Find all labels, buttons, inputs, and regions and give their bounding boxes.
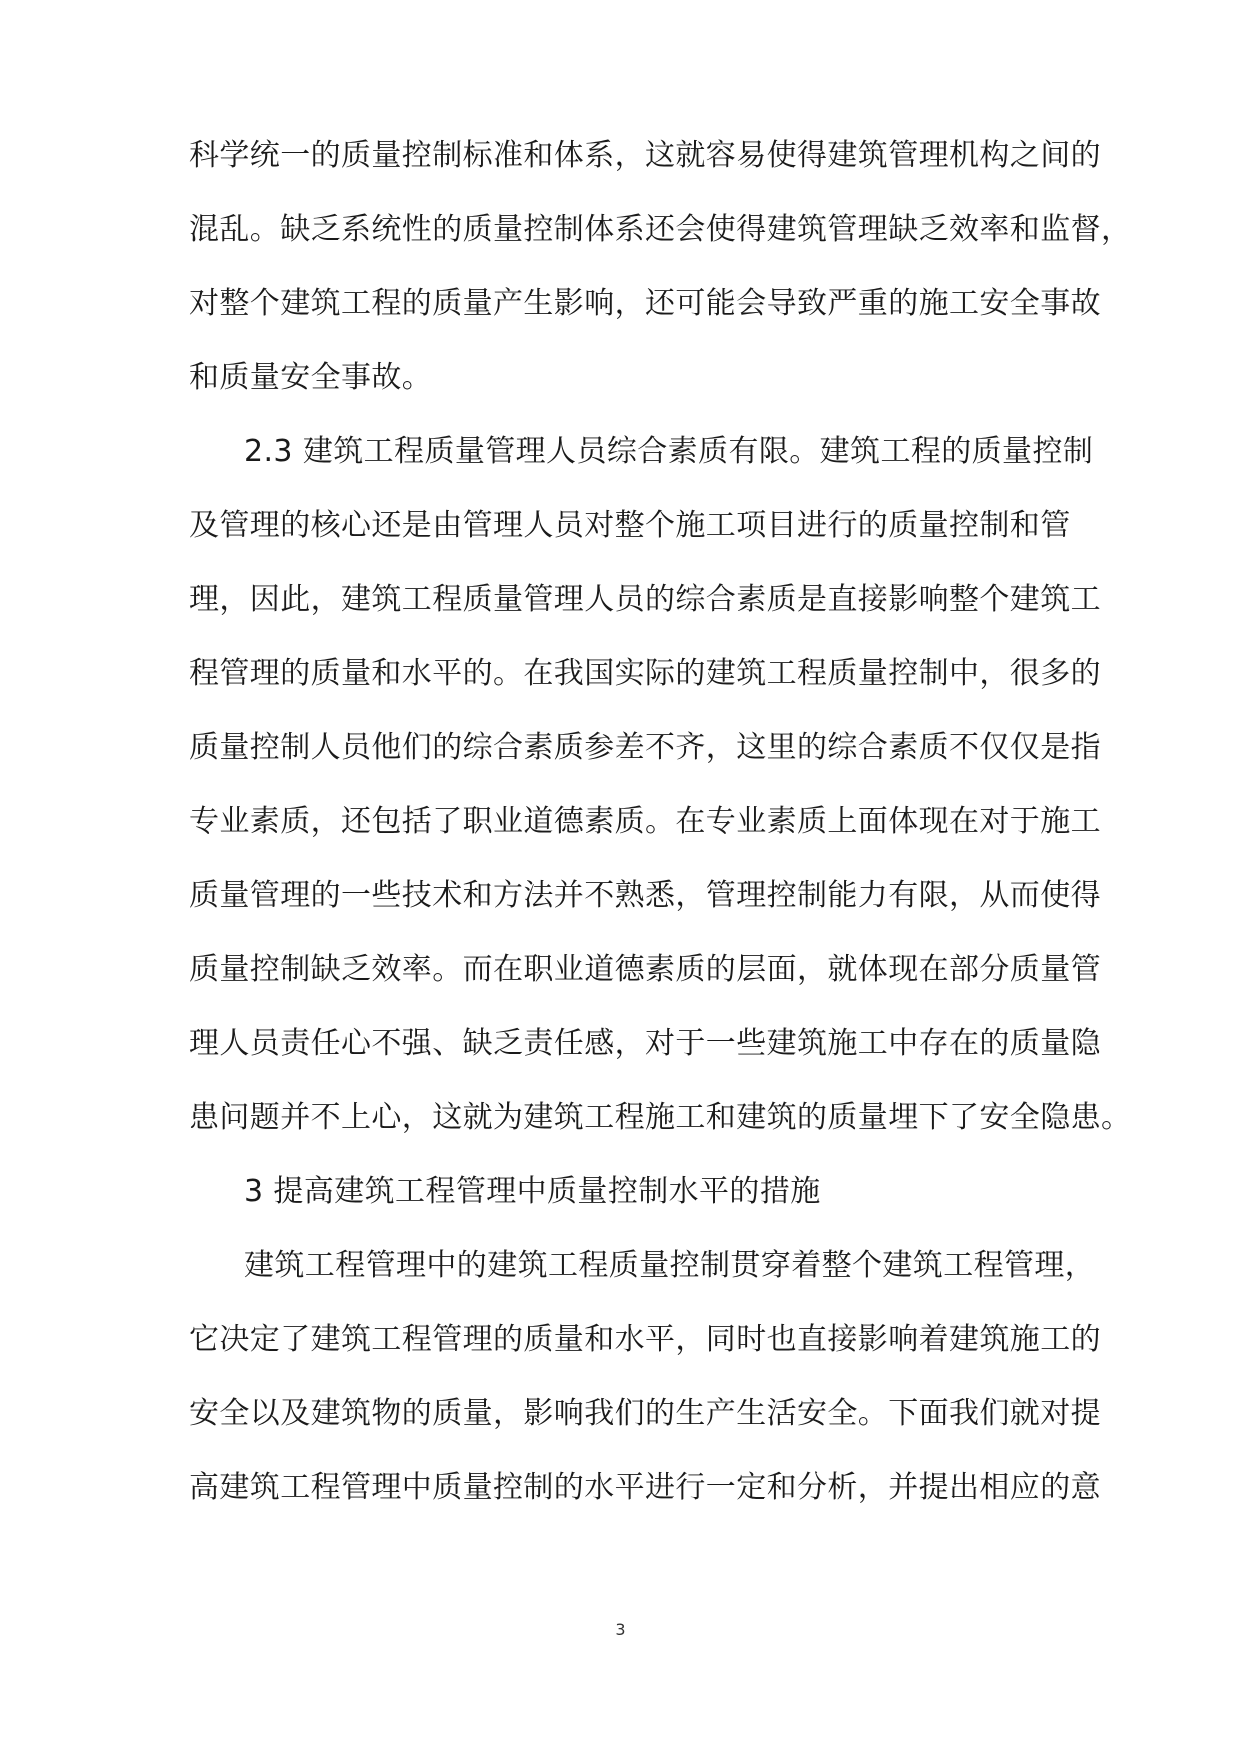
text-line: 安全以及建筑物的质量，影响我们的生产生活安全。下面我们就对提 [189, 1396, 1101, 1431]
text-line: 及管理的核心还是由管理人员对整个施工项目进行的质量控制和管 [189, 508, 1071, 543]
text-line: 程管理的质量和水平的。在我国实际的建筑工程质量控制中，很多的 [189, 656, 1101, 691]
text-line: 建筑工程管理中的建筑工程质量控制贯穿着整个建筑工程管理， [244, 1248, 1096, 1283]
text-line: 质量控制缺乏效率。而在职业道德素质的层面，就体现在部分质量管 [189, 952, 1101, 987]
text-line: 高建筑工程管理中质量控制的水平进行一定和分析，并提出相应的意 [189, 1470, 1101, 1505]
text-line: 专业素质，还包括了职业道德素质。在专业素质上面体现在对于施工 [189, 804, 1101, 839]
section-heading-2-3: 2.3 建筑工程质量管理人员综合素质有限。建筑工程的质量控制 [244, 434, 1094, 469]
text-line: 患问题并不上心，这就为建筑工程施工和建筑的质量埋下了安全隐患。 [189, 1100, 1132, 1135]
text-line: 它决定了建筑工程管理的质量和水平，同时也直接影响着建筑施工的 [189, 1322, 1101, 1357]
text-line: 质量管理的一些技术和方法并不熟悉，管理控制能力有限，从而使得 [189, 878, 1101, 913]
text-line: 理人员责任心不强、缺乏责任感，对于一些建筑施工中存在的质量隐 [189, 1026, 1101, 1061]
text-line: 混乱。缺乏系统性的质量控制体系还会使得建筑管理缺乏效率和监督， [189, 212, 1132, 247]
text-line: 对整个建筑工程的质量产生影响，还可能会导致严重的施工安全事故 [189, 286, 1101, 321]
page-number: 3 [615, 1620, 626, 1639]
text-line: 理，因此，建筑工程质量管理人员的综合素质是直接影响整个建筑工 [189, 582, 1101, 617]
section-heading-3: 3 提高建筑工程管理中质量控制水平的措施 [244, 1174, 821, 1209]
text-line: 科学统一的质量控制标准和体系，这就容易使得建筑管理机构之间的 [189, 138, 1101, 173]
text-line: 质量控制人员他们的综合素质参差不齐，这里的综合素质不仅仅是指 [189, 730, 1101, 765]
text-line: 和质量安全事故。 [189, 360, 433, 395]
